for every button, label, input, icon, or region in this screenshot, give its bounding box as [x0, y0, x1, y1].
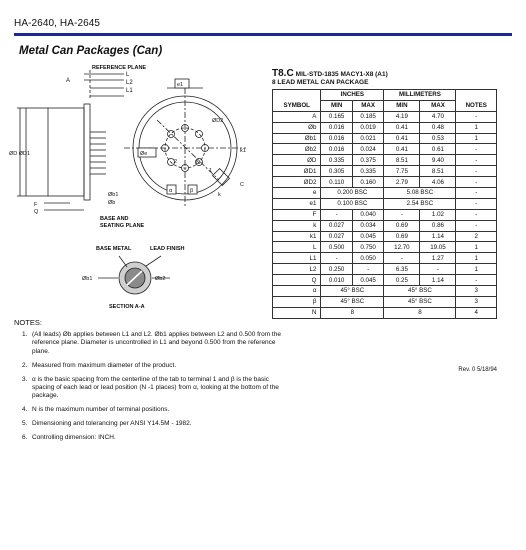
value-cell: 8.51 [384, 155, 420, 166]
value-cell: 1.14 [420, 231, 456, 242]
svg-text:β: β [190, 188, 194, 194]
symbol-cell: e1 [273, 198, 321, 209]
svg-text:BASE METAL: BASE METAL [96, 246, 132, 252]
value-cell: 1 [456, 122, 497, 133]
svg-text:Øb2: Øb2 [155, 276, 166, 282]
value-cell: 45° BSC [384, 296, 456, 307]
package-title: T8.C MIL-STD-1835 MACY1-X8 (A1) [272, 68, 388, 79]
value-cell: 0.160 [352, 177, 383, 188]
value-cell: 0.305 [321, 166, 352, 177]
value-cell: - [384, 209, 420, 220]
value-cell: 0.53 [420, 133, 456, 144]
value-cell: 2.79 [384, 177, 420, 188]
col-header: MAX [352, 100, 383, 111]
value-cell: 0.016 [321, 122, 352, 133]
col-header: NOTES [456, 100, 497, 111]
table-row [273, 220, 497, 231]
value-cell: 0.024 [352, 144, 383, 155]
table-row [273, 275, 497, 286]
value-cell: 0.200 BSC [321, 188, 384, 199]
value-cell: 2.54 BSC [384, 198, 456, 209]
value-cell: 6.35 [384, 264, 420, 275]
svg-text:Øb1: Øb1 [108, 192, 119, 198]
value-cell: - [352, 264, 383, 275]
symbol-cell: e [273, 188, 321, 199]
symbol-cell: L [273, 242, 321, 253]
value-cell: 0.69 [384, 220, 420, 231]
table-row [273, 166, 497, 177]
value-cell: 0.016 [321, 144, 352, 155]
value-cell: 8.51 [420, 166, 456, 177]
table-row [273, 111, 497, 122]
value-cell: - [456, 155, 497, 166]
value-cell: 1.14 [420, 275, 456, 286]
value-cell: 8 [321, 307, 384, 318]
page-header-title: HA-2640, HA-2645 [14, 18, 101, 29]
value-cell: 1 [456, 242, 497, 253]
symbol-cell: Øb1 [273, 133, 321, 144]
value-cell: - [456, 111, 497, 122]
value-cell: 0.100 BSC [321, 198, 384, 209]
note-item: 3. α is the basic spacing from the centerline of the tab to terminal 1 and β is the basic spacing of each lead or lead position (N -1 places) from α, looking at the bottom of the package. [22, 375, 279, 400]
can-flange [84, 104, 90, 200]
note-item: 1. (All leads) Øb applies between L1 and L2. Øb1 applies between L2 and 0.500 from the reference plane. Diameter is uncontrolled in L1 and beyond 0.500 from the reference plane. [22, 331, 281, 355]
value-cell: 0.750 [352, 242, 383, 253]
value-cell: 0.41 [384, 133, 420, 144]
value-cell: 3 [456, 286, 497, 297]
value-cell: 0.021 [352, 133, 383, 144]
value-cell: 1 [456, 253, 497, 264]
table-row [273, 155, 497, 166]
notes-list [22, 331, 284, 448]
value-cell: 4 [456, 307, 497, 318]
value-cell: 0.41 [384, 122, 420, 133]
value-cell: 0.050 [352, 253, 383, 264]
note-item: 2. Measured from maximum diameter of the product. [22, 361, 177, 369]
value-cell: 0.019 [352, 122, 383, 133]
table-row [273, 242, 497, 253]
revision-label: Rev. 0 5/18/94 [458, 367, 497, 373]
table-row [273, 264, 497, 275]
col-header: MIN [321, 100, 352, 111]
col-header: SYMBOL [273, 100, 321, 111]
value-cell: 0.48 [420, 122, 456, 133]
value-cell: 0.61 [420, 144, 456, 155]
svg-text:L2: L2 [126, 80, 133, 86]
group-header-mm: MILLIMETERS [384, 90, 456, 101]
value-cell: 8 [384, 307, 456, 318]
dimension-table-body [273, 111, 497, 318]
svg-text:2: 2 [174, 159, 178, 165]
table-row [273, 231, 497, 242]
table-row [273, 253, 497, 264]
svg-text:Øb: Øb [108, 200, 116, 206]
svg-text:ØD2: ØD2 [212, 118, 224, 124]
label-reference-plane: REFERENCE PLANE [92, 65, 147, 71]
value-cell: - [420, 264, 456, 275]
header-rule [14, 33, 512, 36]
table-row [273, 133, 497, 144]
value-cell: 0.375 [352, 155, 383, 166]
value-cell: 0.69 [384, 231, 420, 242]
value-cell: - [321, 209, 352, 220]
col-header: MAX [420, 100, 456, 111]
svg-text:Øb1: Øb1 [82, 276, 93, 282]
symbol-cell: ØD2 [273, 177, 321, 188]
value-cell: 2 [456, 231, 497, 242]
svg-text:LEAD FINISH: LEAD FINISH [150, 246, 185, 252]
symbol-cell: Q [273, 275, 321, 286]
symbol-cell: N [273, 307, 321, 318]
symbol-cell: k1 [273, 231, 321, 242]
value-cell: 45° BSC [384, 286, 456, 297]
symbol-cell: L1 [273, 253, 321, 264]
svg-text:e1: e1 [177, 82, 184, 88]
value-cell: 0.500 [321, 242, 352, 253]
svg-text:1: 1 [209, 168, 213, 174]
note-item: 5. Dimensioning and tolerancing per ANSI Y14.5M - 1982. [22, 420, 192, 428]
value-cell: 3 [456, 296, 497, 307]
svg-text:A: A [66, 78, 71, 84]
value-cell: 7.75 [384, 166, 420, 177]
col-header: MIN [384, 100, 420, 111]
value-cell: 0.040 [352, 209, 383, 220]
value-cell: - [456, 177, 497, 188]
value-cell: 0.165 [321, 111, 352, 122]
value-cell: - [384, 253, 420, 264]
svg-text:F: F [34, 202, 38, 208]
symbol-cell: α [273, 286, 321, 297]
value-cell: 0.045 [352, 231, 383, 242]
symbol-cell: k [273, 220, 321, 231]
note-item: 6. Controlling dimension: INCH. [22, 434, 116, 442]
symbol-cell: Øb2 [273, 144, 321, 155]
value-cell: 19.05 [420, 242, 456, 253]
value-cell: - [456, 209, 497, 220]
value-cell: - [456, 188, 497, 199]
symbol-cell: ØD1 [273, 166, 321, 177]
package-name: 8 LEAD METAL CAN PACKAGE [272, 79, 369, 86]
note-item: 4. N is the maximum number of terminal positions. [22, 406, 170, 414]
value-cell: 1 [456, 264, 497, 275]
value-cell: 9.40 [420, 155, 456, 166]
svg-text:k1: k1 [240, 148, 246, 154]
value-cell: - [321, 253, 352, 264]
value-cell: 0.86 [420, 220, 456, 231]
value-cell: 0.027 [321, 231, 352, 242]
value-cell: 0.41 [384, 144, 420, 155]
notes-title: NOTES: [14, 318, 42, 327]
value-cell: - [456, 144, 497, 155]
section-title: Metal Can Packages (Can) [19, 45, 163, 57]
symbol-cell: L2 [273, 264, 321, 275]
symbol-cell: Øb [273, 122, 321, 133]
svg-text:BASE AND: BASE AND [100, 216, 129, 222]
value-cell: - [456, 198, 497, 209]
dimension-table [272, 89, 497, 319]
value-cell: 0.250 [321, 264, 352, 275]
package-drawing [9, 60, 264, 315]
value-cell: - [456, 220, 497, 231]
value-cell: 0.25 [384, 275, 420, 286]
svg-text:α: α [169, 188, 173, 194]
value-cell: 12.70 [384, 242, 420, 253]
value-cell: 0.034 [352, 220, 383, 231]
value-cell: 5.08 BSC [384, 188, 456, 199]
table-row [273, 198, 497, 209]
value-cell: - [456, 166, 497, 177]
value-cell: 45° BSC [321, 296, 384, 307]
value-cell: 1.27 [420, 253, 456, 264]
value-cell: 4.70 [420, 111, 456, 122]
svg-text:Q: Q [34, 209, 39, 215]
table-row [273, 177, 497, 188]
can-body [26, 108, 84, 196]
table-row [273, 307, 497, 318]
table-row [273, 209, 497, 220]
value-cell: 0.016 [321, 133, 352, 144]
symbol-cell: β [273, 296, 321, 307]
table-row [273, 144, 497, 155]
value-cell: 1.02 [420, 209, 456, 220]
value-cell: 1 [456, 133, 497, 144]
value-cell: 45° BSC [321, 286, 384, 297]
value-cell: 0.045 [352, 275, 383, 286]
value-cell: 0.335 [352, 166, 383, 177]
svg-text:SECTION A-A: SECTION A-A [109, 304, 145, 310]
svg-text:C: C [240, 182, 244, 188]
value-cell: 0.335 [321, 155, 352, 166]
svg-text:N: N [196, 160, 200, 166]
group-header-inches: INCHES [321, 90, 384, 101]
value-cell: 0.027 [321, 220, 352, 231]
value-cell: - [456, 275, 497, 286]
value-cell: 0.185 [352, 111, 383, 122]
svg-text:SEATING PLANE: SEATING PLANE [100, 223, 145, 229]
table-row [273, 286, 497, 297]
table-row [273, 296, 497, 307]
svg-text:Øe: Øe [140, 151, 148, 157]
symbol-cell: F [273, 209, 321, 220]
svg-text:L1: L1 [126, 88, 133, 94]
svg-text:ØD ØD1: ØD ØD1 [9, 151, 31, 157]
value-cell: 0.010 [321, 275, 352, 286]
svg-text:k: k [218, 192, 221, 198]
symbol-cell: A [273, 111, 321, 122]
value-cell: 4.19 [384, 111, 420, 122]
symbol-cell: ØD [273, 155, 321, 166]
value-cell: 4.06 [420, 177, 456, 188]
value-cell: 0.110 [321, 177, 352, 188]
table-row [273, 122, 497, 133]
svg-text:L: L [126, 72, 130, 78]
table-row [273, 188, 497, 199]
